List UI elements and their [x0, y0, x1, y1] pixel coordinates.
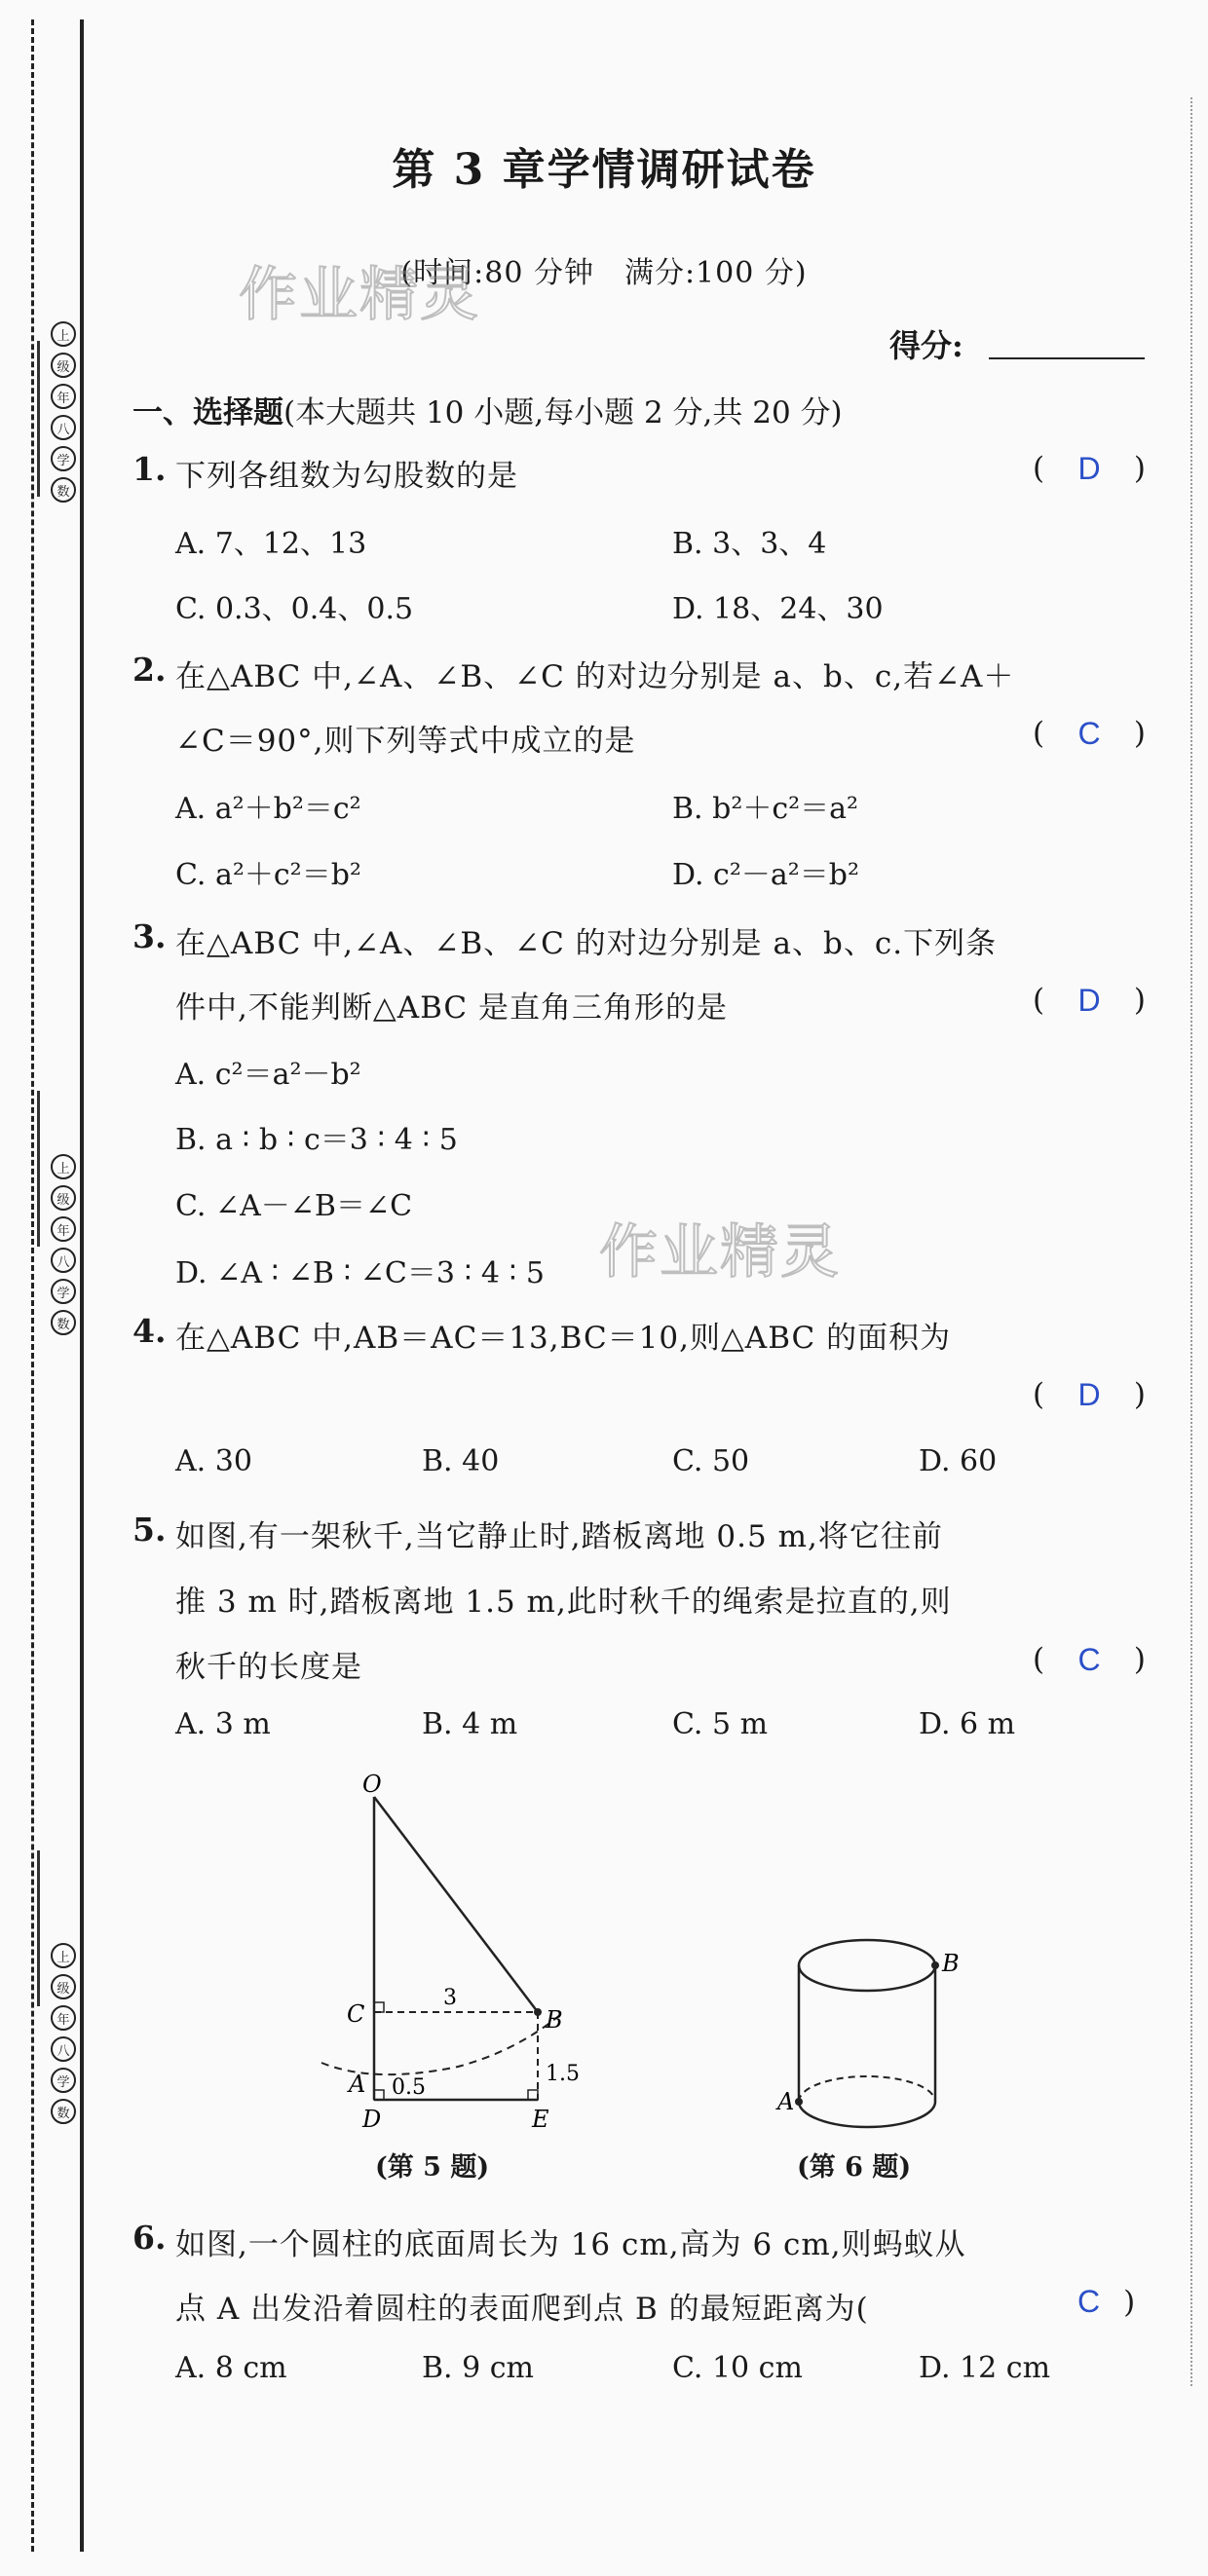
margin-subject-label — [51, 1943, 76, 2124]
label-3: 3 — [443, 1986, 457, 2010]
figure-6-cylinder-diagram — [770, 1919, 964, 2133]
paren-left: ( — [1033, 451, 1045, 486]
section-note: (本大题共 10 小题,每小题 2 分,共 20 分) — [283, 395, 843, 430]
option: B. 4 m — [422, 1707, 518, 1741]
paren-right: ) — [1133, 1377, 1146, 1412]
margin-char: 上 — [51, 1154, 76, 1179]
label-0-5: 0.5 — [392, 2075, 426, 2100]
label-d: D — [362, 2106, 382, 2133]
option: A. 8 cm — [175, 2351, 287, 2385]
margin-name-line — [37, 1091, 40, 1247]
answer-slot — [1033, 1377, 1146, 1413]
question-number: 6. — [132, 2219, 167, 2257]
option: A. 3 m — [175, 1707, 271, 1741]
answer-letter: D — [1077, 451, 1101, 486]
option: A. 7、12、13 — [175, 527, 367, 561]
option: C. ∠A－∠B＝∠C — [175, 1189, 413, 1223]
section-title: 一、选择题 — [132, 395, 283, 430]
question-text: ∠C＝90°,则下列等式中成立的是 — [175, 724, 636, 759]
question-text: 如图,有一架秋千,当它静止时,踏板离地 0.5 m,将它往前 — [175, 1519, 943, 1554]
label-b: B — [942, 1950, 960, 1977]
figure-5-caption: (第 5 题) — [375, 2152, 490, 2183]
question-text: 件中,不能判断△ABC 是直角三角形的是 — [175, 990, 729, 1026]
margin-char: 八 — [51, 1248, 76, 1273]
question-text: 在△ABC 中,∠A、∠B、∠C 的对边分别是 a、b、c,若∠A＋ — [175, 659, 1015, 694]
right-angle-c — [374, 2002, 384, 2012]
option: D. 12 cm — [919, 2351, 1051, 2385]
option: B. 40 — [422, 1444, 500, 1478]
question-number: 1. — [132, 450, 167, 488]
label-o: O — [362, 1771, 382, 1798]
option: B. b²＋c²＝a² — [672, 792, 859, 826]
right-dotted-border — [1190, 97, 1192, 2386]
margin-char: 八 — [51, 2036, 76, 2062]
paren-right: ) — [1133, 451, 1146, 486]
label-c: C — [347, 2000, 365, 2028]
margin-char: 年 — [51, 1216, 76, 1242]
paren-left: ( — [1033, 1377, 1045, 1412]
paren-left: ( — [1033, 1642, 1045, 1677]
option: D. 60 — [919, 1444, 998, 1478]
label-1-5: 1.5 — [546, 2062, 580, 2086]
question-number: 3. — [132, 917, 167, 955]
page-title: 第 3 章学情调研试卷 — [392, 145, 816, 195]
margin-name-line — [37, 341, 40, 497]
answer-slot — [1077, 2284, 1135, 2320]
time-info: (时间:80 分钟 满分:100 分) — [400, 256, 808, 290]
margin-char: 学 — [51, 2068, 76, 2093]
margin-char: 级 — [51, 1974, 76, 1999]
watermark: 作业精灵 — [239, 261, 480, 329]
point-b — [534, 2008, 542, 2016]
option: B. 9 cm — [422, 2351, 534, 2385]
point-b — [931, 1961, 939, 1969]
point-a — [795, 2098, 803, 2106]
answer-letter: C — [1077, 2284, 1101, 2319]
option: C. a²＋c²＝b² — [175, 858, 361, 892]
option: D. ∠A ∶ ∠B ∶ ∠C＝3 ∶ 4 ∶ 5 — [175, 1256, 545, 1290]
binding-dashed-line — [31, 19, 34, 2552]
right-angle-e — [528, 2090, 538, 2100]
answer-letter: D — [1077, 983, 1101, 1018]
margin-char: 上 — [51, 1943, 76, 1968]
question-number: 5. — [132, 1511, 167, 1549]
option: A. 30 — [175, 1444, 252, 1478]
margin-name-line — [37, 1850, 40, 2006]
label-b: B — [546, 2006, 563, 2034]
option: C. 0.3、0.4、0.5 — [175, 592, 414, 626]
paren-left: ( — [1033, 716, 1045, 751]
option: C. 10 cm — [672, 2351, 803, 2385]
option: D. 18、24、30 — [672, 592, 884, 626]
option: D. c²－a²＝b² — [672, 858, 860, 892]
paren-right: ) — [1133, 716, 1146, 751]
right-angle-d — [374, 2090, 384, 2100]
margin-char: 学 — [51, 1279, 76, 1304]
answer-slot — [1033, 716, 1146, 752]
option: B. 3、3、4 — [672, 527, 827, 561]
option: A. a²＋b²＝c² — [175, 792, 361, 826]
margin-char: 学 — [51, 446, 76, 471]
question-text: 在△ABC 中,AB＝AC＝13,BC＝10,则△ABC 的面积为 — [175, 1321, 952, 1356]
option: D. 6 m — [919, 1707, 1016, 1741]
label-e: E — [532, 2106, 549, 2133]
margin-char: 级 — [51, 353, 76, 378]
question-text: 如图,一个圆柱的底面周长为 16 cm,高为 6 cm,则蚂蚁从 — [175, 2227, 966, 2262]
figure-5-swing-diagram — [302, 1753, 633, 2143]
answer-slot — [1033, 1642, 1146, 1678]
margin-char: 上 — [51, 321, 76, 347]
binding-solid-line — [80, 19, 84, 2552]
option: A. c²＝a²－b² — [175, 1058, 361, 1092]
margin-subject-label — [51, 321, 76, 503]
paren-right: ) — [1123, 2285, 1136, 2320]
margin-char: 年 — [51, 2005, 76, 2031]
cylinder-bottom-front — [799, 2102, 935, 2127]
paren-left: ( — [1033, 983, 1045, 1018]
margin-subject-label — [51, 1154, 76, 1335]
margin-char: 年 — [51, 384, 76, 409]
question-text: 点 A 出发沿着圆柱的表面爬到点 B 的最短距离为( — [175, 2292, 869, 2327]
margin-char: 数 — [51, 1310, 76, 1335]
question-text: 下列各组数为勾股数的是 — [175, 459, 518, 494]
label-a: A — [349, 2071, 366, 2098]
margin-char: 数 — [51, 477, 76, 503]
figure-6-caption: (第 6 题) — [797, 2152, 912, 2183]
answer-slot — [1033, 451, 1146, 487]
paren-right: ) — [1133, 1642, 1146, 1677]
score-label: 得分: — [889, 327, 963, 364]
option: B. a ∶ b ∶ c＝3 ∶ 4 ∶ 5 — [175, 1123, 458, 1157]
question-number: 4. — [132, 1312, 167, 1350]
question-text: 秋千的长度是 — [175, 1650, 362, 1685]
watermark: 作业精灵 — [599, 1218, 841, 1287]
answer-letter: C — [1077, 1642, 1101, 1677]
question-text: 在△ABC 中,∠A、∠B、∠C 的对边分别是 a、b、c.下列条 — [175, 926, 998, 961]
answer-slot — [1033, 983, 1146, 1019]
section-heading — [132, 388, 843, 431]
option: C. 50 — [672, 1444, 750, 1478]
label-a: A — [777, 2088, 795, 2115]
option: C. 5 m — [672, 1707, 769, 1741]
cylinder-top — [799, 1940, 935, 1991]
question-number: 2. — [132, 651, 167, 689]
score-blank — [989, 357, 1145, 359]
answer-letter: C — [1077, 716, 1101, 751]
paren-right: ) — [1133, 983, 1146, 1018]
answer-letter: D — [1077, 1377, 1101, 1412]
margin-char: 八 — [51, 415, 76, 440]
margin-char: 级 — [51, 1185, 76, 1211]
question-text: 推 3 m 时,踏板离地 1.5 m,此时秋千的绳索是拉直的,则 — [175, 1585, 952, 1620]
rope-pushed — [374, 1797, 538, 2012]
cylinder-bottom-back — [799, 2076, 935, 2102]
margin-char: 数 — [51, 2099, 76, 2124]
